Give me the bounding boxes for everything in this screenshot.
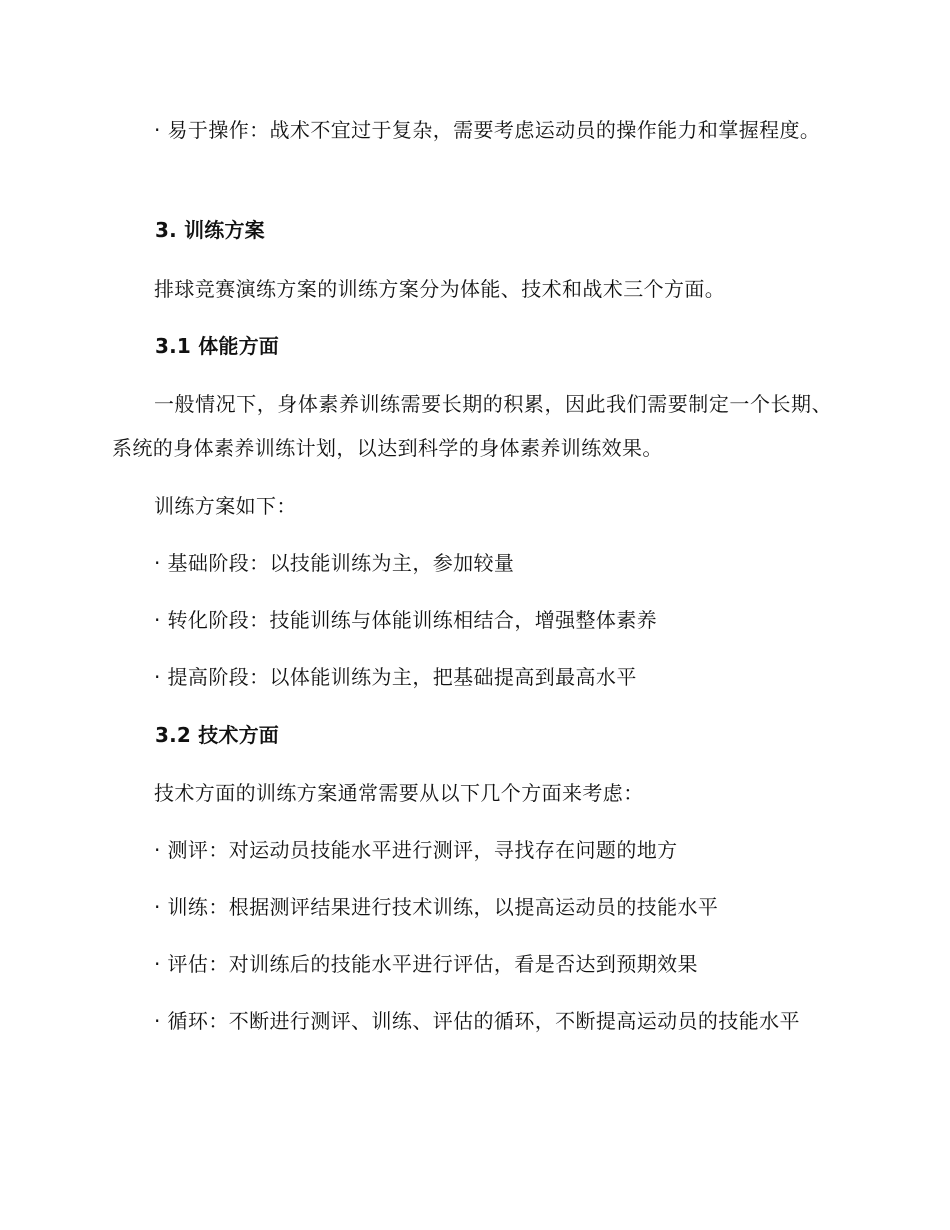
bullet-improvement-stage: · 提高阶段：以体能训练为主，把基础提高到最高水平 [154, 665, 637, 689]
bullet-easy-operation: · 易于操作：战术不宜过于复杂，需要考虑运动员的操作能力和掌握程度。 [154, 118, 821, 142]
bullet-training: · 训练：根据测评结果进行技术训练，以提高运动员的技能水平 [154, 895, 719, 919]
paragraph-technical-intro: 技术方面的训练方案通常需要从以下几个方面来考虑： [154, 781, 644, 805]
bullet-transition-stage: · 转化阶段：技能训练与体能训练相结合，增强整体素养 [154, 608, 658, 632]
paragraph-physical-plan: 一般情况下，身体素养训练需要长期的积累，因此我们需要制定一个长期、系统的身体素养训练计划，以达到科学的身体素养训练效果。 [112, 392, 832, 460]
bullet-basic-stage: · 基础阶段：以技能训练为主，参加较量 [154, 551, 515, 575]
bullet-assessment: · 测评：对运动员技能水平进行测评，寻找存在问题的地方 [154, 838, 678, 862]
subsection-heading-technical: 3.2 技术方面 [155, 723, 279, 747]
paragraph-plan-intro: 训练方案如下： [154, 494, 297, 518]
bullet-cycle: · 循环：不断进行测评、训练、评估的循环，不断提高运动员的技能水平 [154, 1009, 800, 1033]
paragraph-training-overview: 排球竞赛演练方案的训练方案分为体能、技术和战术三个方面。 [154, 277, 726, 301]
section-heading-training-plan: 3. 训练方案 [155, 218, 265, 242]
bullet-evaluation: · 评估：对训练后的技能水平进行评估，看是否达到预期效果 [154, 952, 698, 976]
subsection-heading-physical: 3.1 体能方面 [155, 334, 279, 358]
